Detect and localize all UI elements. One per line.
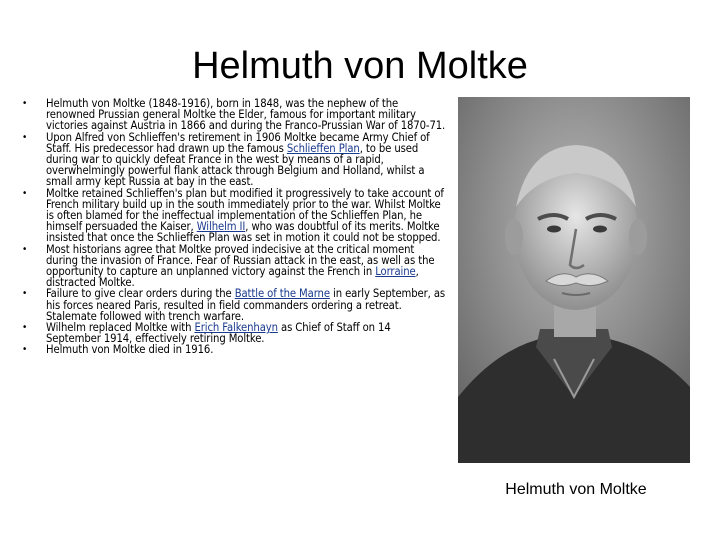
bullet-marker: •: [22, 243, 28, 255]
bullet-marker: •: [22, 131, 28, 143]
link-erich-falkenhayn[interactable]: Erich Falkenhayn: [194, 321, 278, 335]
link-lorraine[interactable]: Lorraine: [375, 265, 416, 279]
bullet-text: , distracted Moltke.: [46, 265, 419, 290]
bullet-text: in early September, as his forces neared Paris, resulted in field commanders ordering a retreat. Stalemate followed with trench warfare.: [46, 287, 446, 323]
link-wilhelm-ii[interactable]: Wilhelm II: [196, 220, 246, 234]
bullet-text: Most historians agree that Moltke proved indecisive at the critical moment during the invasion of France. Fear of Russian attack in the east, as well as the opportunity to capture an unplanned victory against the French in: [46, 242, 435, 279]
bullet-item: [22, 244, 446, 289]
slide-title: Helmuth von Moltke: [192, 45, 528, 87]
bullet-marker: •: [22, 288, 28, 300]
bullet-item: [22, 188, 446, 244]
bullet-marker: •: [22, 322, 28, 334]
link-battle-of-the-marne[interactable]: Battle of the Marne: [234, 287, 330, 301]
bullet-marker: •: [22, 187, 28, 199]
bullet-text: Moltke retained Schlieffen's plan but modified it progressively to take account of French military build up in the south immediately prior to the war. Whilst Moltke is often blamed for the ineffectual implementation of the Schlieffen Plan, he himself persuaded the Kaiser,: [46, 186, 444, 234]
bullet-text: Helmuth von Moltke (1848-1916), born in 1848, was the nephew of the renowned Prussian general Moltke the Elder, famous for important military victories against Austria in 1866 and during the Franco-Prussian War of 1870-71.: [46, 97, 446, 133]
bullet-text: as Chief of Staff on 14 September 1914, effectively retiring Moltke.: [46, 321, 391, 346]
bullet-text: Failure to give clear orders during the: [46, 287, 235, 301]
bullet-item: [22, 98, 446, 132]
bullet-text: Upon Alfred von Schlieffen's retirement in 1906 Moltke became Army Chief of Staff. His predecessor had drawn up the famous: [46, 130, 430, 155]
portrait-caption: Helmuth von Moltke: [505, 481, 647, 498]
bullet-marker: •: [22, 344, 28, 356]
bullet-marker: •: [22, 98, 28, 109]
bullet-item: [22, 132, 446, 188]
bullet-text: , who was doubtful of its merits. Moltke insisted that once the Schlieffen Plan was set in motion it could not be stopped.: [46, 220, 441, 245]
bullet-item: [22, 322, 446, 344]
bullet-text: , to be used during war to quickly defeat France in the west by means of a rapid, overwhelmingly powerful flank attack through Belgium and Holland, whilst a small army kept Russia at bay in the east.: [46, 141, 425, 189]
bullet-item: [22, 288, 446, 322]
portrait-photo: [458, 97, 690, 463]
bullet-text: Helmuth von Moltke died in 1916.: [46, 343, 214, 357]
bullet-item: [22, 344, 446, 355]
bullet-text: Wilhelm replaced Moltke with: [46, 321, 195, 335]
bullet-list: [22, 98, 446, 356]
link-schlieffen-plan[interactable]: Schlieffen Plan: [286, 141, 360, 155]
